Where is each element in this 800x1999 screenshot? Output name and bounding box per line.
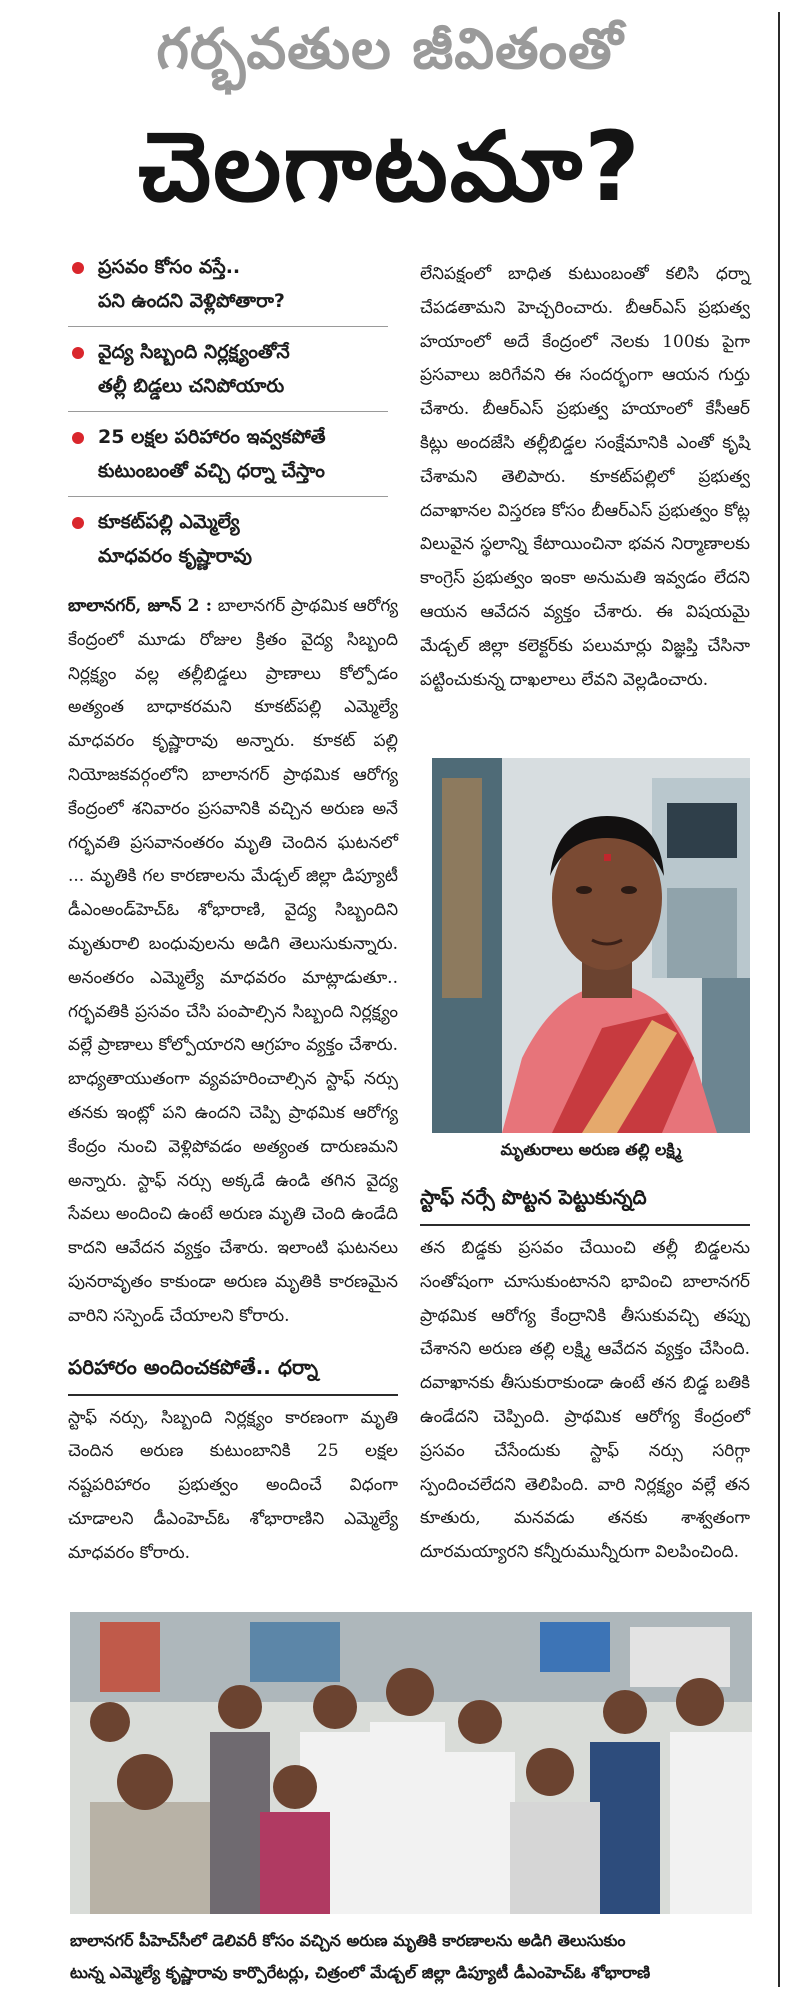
- group-photo-caption: [70, 1925, 750, 1989]
- highlight-line: ప్రసవం కోసం వస్తే..: [98, 256, 241, 278]
- highlight-line: తల్లీ బిడ్డలు చనిపోయారు: [98, 375, 285, 397]
- headline-kicker: గర్భవతుల జీవితంతో: [156, 17, 624, 82]
- bullet-dot-icon: [72, 262, 84, 274]
- highlight-line: కూకట్‌పల్లి ఎమ్మెల్యే: [98, 511, 240, 533]
- highlight-item: [68, 505, 388, 581]
- group-photo-image: [70, 1612, 752, 1914]
- subhead-rule: [68, 1394, 398, 1396]
- column-right: [420, 258, 750, 697]
- bullet-dot-icon: [72, 517, 84, 529]
- article-paragraph: [68, 590, 398, 1334]
- highlight-line: పని ఉందని వెళ్లిపోతారా?: [98, 290, 285, 312]
- portrait-image: [432, 758, 750, 1133]
- subhead-staff-nurse: స్టాఫ్ నర్సే పొట్టన పెట్టుకున్నది: [420, 1185, 647, 1209]
- article-paragraph: స్టాఫ్ నర్సు, సిబ్బంది నిర్లక్ష్యం కారణంగా మృతి చెందిన అరుణ కుటుంబానికి 25 లక్షల నష్టపరిహారం ప్రభుత్వం అందించే విధంగా చూడాలని డీఎంహెచ్‌ఓ శోభారాణిని ఎమ్మెల్యే మాధవరం కోరారు.: [68, 1407, 398, 1563]
- photo-mother-portrait: [432, 758, 750, 1133]
- bullet-dot-icon: [72, 432, 84, 444]
- column-right-lower: [420, 1178, 750, 1570]
- article-paragraph: లేనిపక్షంలో బాధిత కుటుంబంతో కలిసి ధర్నా చేపడతామని హెచ్చరించారు. బీఆర్‌ఎస్ ప్రభుత్వ హయాంలో అదే కేంద్రంలో నెలకు 100కు పైగా ప్రసవాలు జరిగేవని ఈ సందర్భంగా ఆయన గుర్తు చేశారు. బీఆర్‌ఎస్ ప్రభుత్వ హయాంలో కేసీఆర్ కిట్లు అందజేసి తల్లీబిడ్డల సంక్షేమానికి ఎంతో కృషి చేశామని తెలిపారు. కూకట్‌పల్లిలో ప్రభుత్వ దవాఖానల విస్తరణ కోసం బీఆర్‌ఎస్ ప్రభుత్వం కోట్ల విలువైన స్థలాన్ని కేటాయించినా భవన నిర్మాణాలకు కాంగ్రెస్ ప్రభుత్వం ఇంకా అనుమతి ఇవ్వడం లేదని ఆయన ఆవేదన వ్యక్తం చేశారు. ఈ విషయమై మేడ్చల్ జిల్లా కలెక్టర్‌కు పలుమార్లు విజ్ఞప్తి చేసినా పట్టించుకున్న దాఖలాలు లేవని వెల్లడించారు.: [420, 264, 750, 690]
- photo-group-visit: [70, 1612, 752, 1914]
- photo-caption: మృతురాలు అరుణ తల్లి లక్ష్మి: [500, 1140, 682, 1159]
- highlight-item: [68, 420, 388, 497]
- caption-line: టున్న ఎమ్మెల్యే కృష్ణారావు కార్పొరేటర్లు, చిత్రంలో మేడ్చల్ జిల్లా డిప్యూటీ డీఎంహెచ్‌ఓ శోభారాణి: [70, 1963, 651, 1982]
- highlight-line: మాధవరం కృష్ణారావు: [98, 545, 252, 567]
- highlight-line: 25 లక్షల పరిహారం ఇవ్వకపోతే: [98, 426, 326, 448]
- bullet-dot-icon: [72, 347, 84, 359]
- article-paragraph: తన బిడ్డకు ప్రసవం చేయించి తల్లీ బిడ్డలను సంతోషంగా చూసుకుంటానని భావించి బాలానగర్ ప్రాథమిక ఆరోగ్య కేంద్రానికి తీసుకువచ్చి తప్పు చేశానని అరుణ తల్లి లక్ష్మి ఆవేదన వ్యక్తం చేసింది. దవాఖానకు తీసుకురాకుండా ఉంటే తన బిడ్డ బతికి ఉండేదని చెప్పింది. ప్రాథమిక ఆరోగ్య కేంద్రంలో ప్రసవం చేసేందుకు స్టాఫ్ నర్సు సరిగ్గా స్పందించలేదని తెలిపింది. వారి నిర్లక్ష్యం వల్లే తన కూతురు, మనవడు తనకు శాశ్వతంగా దూరమయ్యారని కన్నీరుమున్నీరుగా విలపించింది.: [420, 1238, 750, 1563]
- caption-line: బాలానగర్ పీహెచ్‌సీలో డెలివరీ కోసం వచ్చిన అరుణ మృతికి కారణాలను అడిగి తెలుసుకుం: [70, 1931, 626, 1950]
- highlight-list: [68, 250, 388, 589]
- subhead-compensation: పరిహారం అందించకపోతే.. ధర్నా: [68, 1354, 319, 1379]
- column-left: [68, 590, 398, 1571]
- highlight-line: కుటుంబంతో వచ్చి ధర్నా చేస్తాం: [98, 460, 325, 482]
- highlight-item: [68, 250, 388, 327]
- highlight-item: [68, 335, 388, 412]
- article-text: బాలానగర్ ప్రాథమిక ఆరోగ్య కేంద్రంలో మూడు రోజుల క్రితం వైద్య సిబ్బంది నిర్లక్ష్యం వల్ల తల్లీబిడ్డలు ప్రాణాలు కోల్పోడం అత్యంత బాధాకరమని కూకట్‌పల్లి ఎమ్మెల్యే మాధవరం కృష్ణారావు అన్నారు. కూకట్ పల్లి నియోజకవర్గంలోని బాలానగర్ ప్రాథమిక ఆరోగ్య కేంద్రంలో శనివారం ప్రసవానికి వచ్చిన అరుణ అనే గర్భవతి ప్రసవానంతరం మృతి చెందిన ఘటనలో ... మృతికి గల కారణాలను మేడ్చల్ జిల్లా డిప్యూటీ డీఎంఅండ్‌హెచ్‌ఓ శోభారాణి, వైద్య సిబ్బందిని మృతురాలి బంధువులను అడిగి తెలుసుకున్నారు. అనంతరం ఎమ్మెల్యే మాధవరం మాట్లాడుతూ.. గర్భవతికి ప్రసవం చేసి పంపాల్సిన సిబ్బంది నిర్లక్ష్యం వల్లే ప్రాణాలు కోల్పోయారని ఆగ్రహం వ్యక్తం చేశారు. బాధ్యతాయుతంగా వ్యవహరించాల్సిన స్టాఫ్ నర్సు తనకు ఇంట్లో పని ఉందని చెప్పి ప్రాథమిక ఆరోగ్య కేంద్రం నుంచి వెళ్లిపోవడం అత్యంత దారుణమని అన్నారు. స్టాఫ్ నర్సు అక్కడే ఉండి తగిన వైద్య సేవలు అందించి ఉంటే అరుణ మృతి చెంది ఉండేది కాదని ఆవేదన వ్యక్తం చేశారు. ఇలాంటి ఘటనలు పునరావృతం కాకుండా అరుణ మృతికి కారణమైన వారిని సస్పెండ్ చేయాలని కోరారు.: [68, 596, 398, 1326]
- highlight-line: వైద్య సిబ్బంది నిర్లక్ష్యంతోనే: [98, 341, 290, 363]
- right-border-rule: [778, 12, 780, 1987]
- subhead-rule: [420, 1224, 750, 1226]
- headline: చెలగాటమా?: [138, 111, 642, 223]
- dateline: బాలానగర్, జూన్ 2 :: [68, 596, 212, 616]
